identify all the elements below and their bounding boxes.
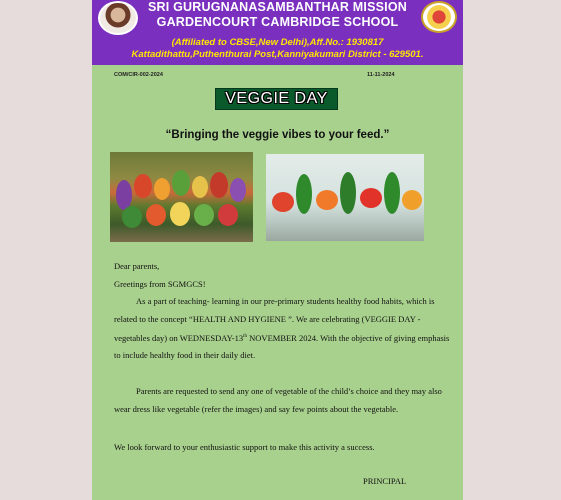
school-affiliation: (Affiliated to CBSE,New Delhi),Aff.No.: 1930817 xyxy=(171,37,384,48)
circular-date: 11-11-2024 xyxy=(367,72,395,78)
circular-ref-number: COM/CIR-002-2024 xyxy=(114,72,163,78)
date-ordinal-suffix: th xyxy=(243,334,248,339)
signature-principal: PRINCIPAL xyxy=(363,476,407,486)
photo-children-vegetable-costumes xyxy=(110,152,253,242)
letter-paragraph-1-part-a: As a part of teaching- learning in our pre-primary students healthy food habits, which is related to the concept “HEALTH AND HYGIENE ”. We are celebrating (VEGGIE DAY -vegetables day) on WEDNESDAY-13 xyxy=(114,296,435,343)
school-header-banner xyxy=(92,0,463,65)
letter-paragraph-3: We look forward to your enthusiastic support to make this activity a success. xyxy=(114,442,375,452)
event-title: VEGGIE DAY xyxy=(215,88,338,110)
school-name-line1: SRI GURUGNANASAMBANTHAR MISSION xyxy=(148,0,407,14)
letter-greeting: Greetings from SGMGCS! xyxy=(114,279,206,289)
letter-paragraph-1 xyxy=(114,293,454,365)
circular-page xyxy=(92,0,463,500)
photo-children-performing-veggie-dance xyxy=(266,154,424,241)
letter-salutation: Dear parents, xyxy=(114,261,160,271)
letter-paragraph-1-part-b: NOVEMBER 2024. With the objective of giving emphasis to include healthy food in their daily diet. xyxy=(114,332,450,361)
letter-paragraph-2: Parents are requested to send any one of vegetable of the child’s choice and they may also wear dress like vegetable (refer the images) and say few points about the vegetable. xyxy=(114,386,442,414)
event-tagline: “Bringing the veggie vibes to your feed.” xyxy=(165,129,390,141)
school-name-line2: GARDENCOURT CAMBRIDGE SCHOOL xyxy=(156,15,399,29)
school-address: Kattadithattu,Puthenthurai Post,Kanniyakumari District - 629501. xyxy=(131,49,424,60)
